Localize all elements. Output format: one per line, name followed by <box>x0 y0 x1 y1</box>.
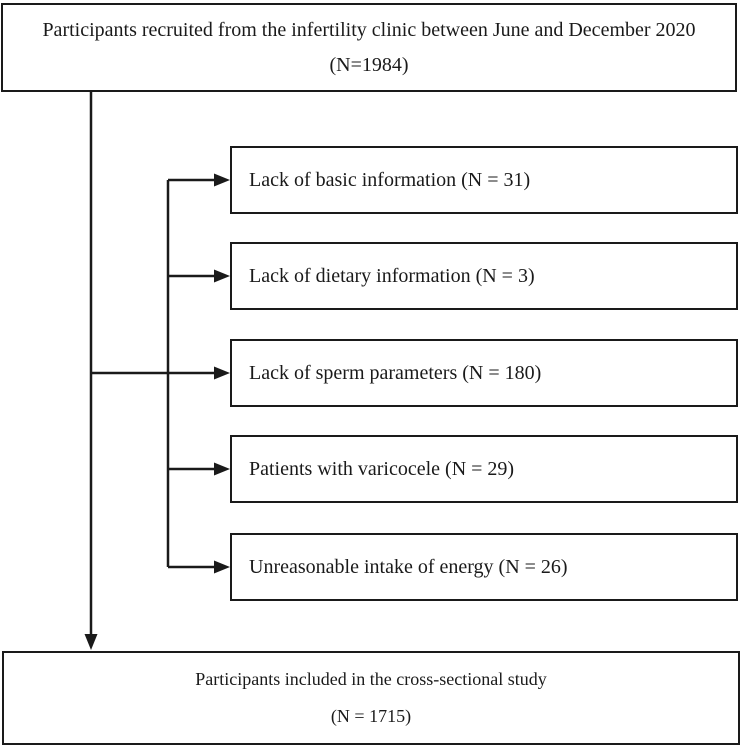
arrowhead-result <box>85 634 98 650</box>
exclusion-box-dietary-information <box>230 242 738 310</box>
recruited-participants-box <box>1 3 737 92</box>
exclusion-label: Lack of dietary information (N = 3) <box>249 264 535 287</box>
exclusion-box-sperm-parameters <box>230 339 738 407</box>
exclusion-label: Lack of sperm parameters (N = 180) <box>249 361 542 384</box>
exclusion-box-energy-intake <box>230 533 738 601</box>
recruited-participants-text: Participants recruited from the infertility clinic between June and December 2020 <box>42 18 696 41</box>
arrowhead-exclusion-4 <box>214 463 230 476</box>
exclusion-box-basic-information <box>230 146 738 214</box>
arrowhead-exclusion-1 <box>214 174 230 187</box>
included-participants-count: (N = 1715) <box>330 706 412 726</box>
included-participants-text: Participants included in the cross-sectional study <box>195 669 547 689</box>
exclusion-label: Patients with varicocele (N = 29) <box>249 457 515 480</box>
exclusion-label: Lack of basic information (N = 31) <box>249 168 531 191</box>
recruited-participants-count: (N=1984) <box>329 53 409 76</box>
arrowhead-exclusion-3 <box>214 367 230 380</box>
exclusion-label: Unreasonable intake of energy (N = 26) <box>249 555 568 578</box>
exclusion-box-varicocele <box>230 435 738 503</box>
arrowhead-exclusion-2 <box>214 270 230 283</box>
included-participants-box <box>2 651 740 745</box>
arrowhead-exclusion-5 <box>214 561 230 574</box>
